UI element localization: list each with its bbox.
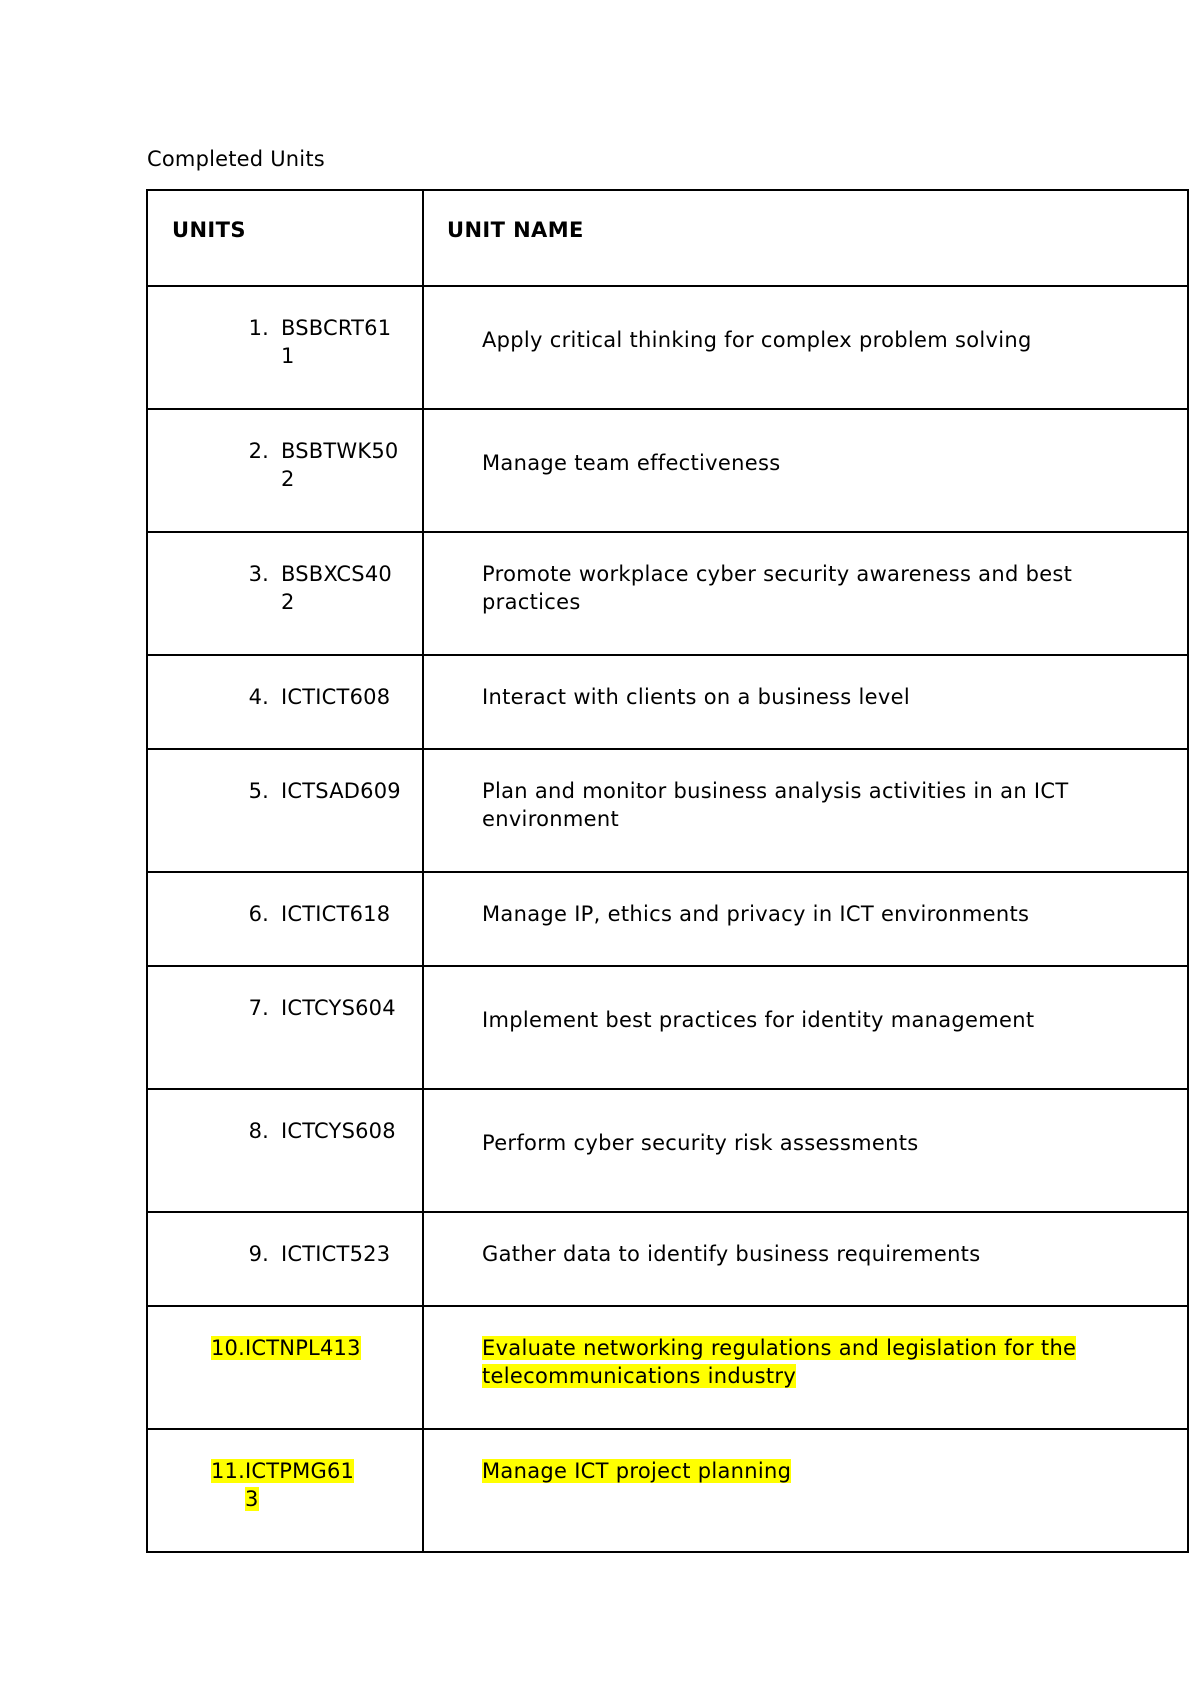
unit-code-cell (147, 286, 423, 409)
unit-name: Perform cyber security risk assessments (482, 1131, 919, 1155)
table-row-highlighted (147, 1306, 1188, 1429)
unit-name: Manage ICT project planning (482, 1459, 792, 1483)
unit-name-cell (423, 409, 1188, 532)
unit-code: ICTNPL413 (245, 1336, 361, 1360)
unit-number: 3. (248, 562, 269, 586)
unit-code: BSBCRT611 (281, 316, 392, 368)
header-units: UNITS (147, 190, 423, 286)
unit-code: ICTPMG613 (245, 1459, 355, 1511)
unit-name: Plan and monitor business analysis activities in an ICT environment (482, 779, 1069, 831)
unit-code-cell (147, 409, 423, 532)
unit-name: Manage IP, ethics and privacy in ICT environments (482, 902, 1030, 926)
unit-code-cell (147, 1212, 423, 1306)
unit-code: ICTCYS604 (281, 996, 396, 1020)
unit-number: 1. (248, 316, 269, 340)
table-row (147, 872, 1188, 966)
table-row (147, 655, 1188, 749)
unit-number: 10. (211, 1336, 245, 1360)
unit-code: ICTSAD609 (281, 779, 401, 803)
unit-name: Interact with clients on a business level (482, 685, 910, 709)
header-unit-name: UNIT NAME (423, 190, 1188, 286)
unit-number: 8. (248, 1119, 269, 1143)
unit-code: BSBXCS402 (281, 562, 392, 614)
unit-name-cell (423, 532, 1188, 655)
unit-code-cell (147, 1089, 423, 1212)
unit-name-cell (423, 286, 1188, 409)
unit-code-cell (147, 749, 423, 872)
unit-number: 7. (248, 996, 269, 1020)
table-row (147, 1212, 1188, 1306)
unit-code-cell (147, 532, 423, 655)
unit-code: ICTCYS608 (281, 1119, 396, 1143)
unit-code: BSBTWK502 (281, 439, 399, 491)
page-heading: Completed Units (147, 147, 325, 171)
unit-name: Implement best practices for identity management (482, 1008, 1035, 1032)
unit-code: ICTICT523 (281, 1242, 391, 1266)
unit-name: Promote workplace cyber security awareness and best practices (482, 562, 1073, 614)
table-row (147, 409, 1188, 532)
unit-code: ICTICT618 (281, 902, 391, 926)
unit-number: 9. (248, 1242, 269, 1266)
table-row (147, 966, 1188, 1089)
unit-name: Manage team effectiveness (482, 451, 781, 475)
unit-code-cell (147, 1306, 423, 1429)
unit-name: Gather data to identify business requirements (482, 1242, 981, 1266)
table-row (147, 532, 1188, 655)
unit-name-cell (423, 872, 1188, 966)
unit-name-cell (423, 1306, 1188, 1429)
unit-code: ICTICT608 (281, 685, 391, 709)
unit-code-cell (147, 655, 423, 749)
unit-number: 5. (248, 779, 269, 803)
unit-number: 11. (211, 1459, 245, 1483)
unit-number: 6. (248, 902, 269, 926)
unit-name-cell (423, 655, 1188, 749)
table-row-highlighted (147, 1429, 1188, 1552)
unit-name: Evaluate networking regulations and legislation for the telecommunications industry (482, 1336, 1077, 1388)
unit-name-cell (423, 1089, 1188, 1212)
unit-name-cell (423, 1212, 1188, 1306)
unit-name: Apply critical thinking for complex problem solving (482, 328, 1032, 352)
table-row (147, 1089, 1188, 1212)
unit-name-cell (423, 966, 1188, 1089)
table-row (147, 749, 1188, 872)
unit-number: 2. (248, 439, 269, 463)
unit-code-cell (147, 872, 423, 966)
unit-code-cell (147, 1429, 423, 1552)
unit-name-cell (423, 749, 1188, 872)
completed-units-table (146, 189, 1189, 1553)
table-row (147, 286, 1188, 409)
unit-code-cell (147, 966, 423, 1089)
unit-number: 4. (248, 685, 269, 709)
table-header-row (147, 190, 1188, 286)
unit-name-cell (423, 1429, 1188, 1552)
